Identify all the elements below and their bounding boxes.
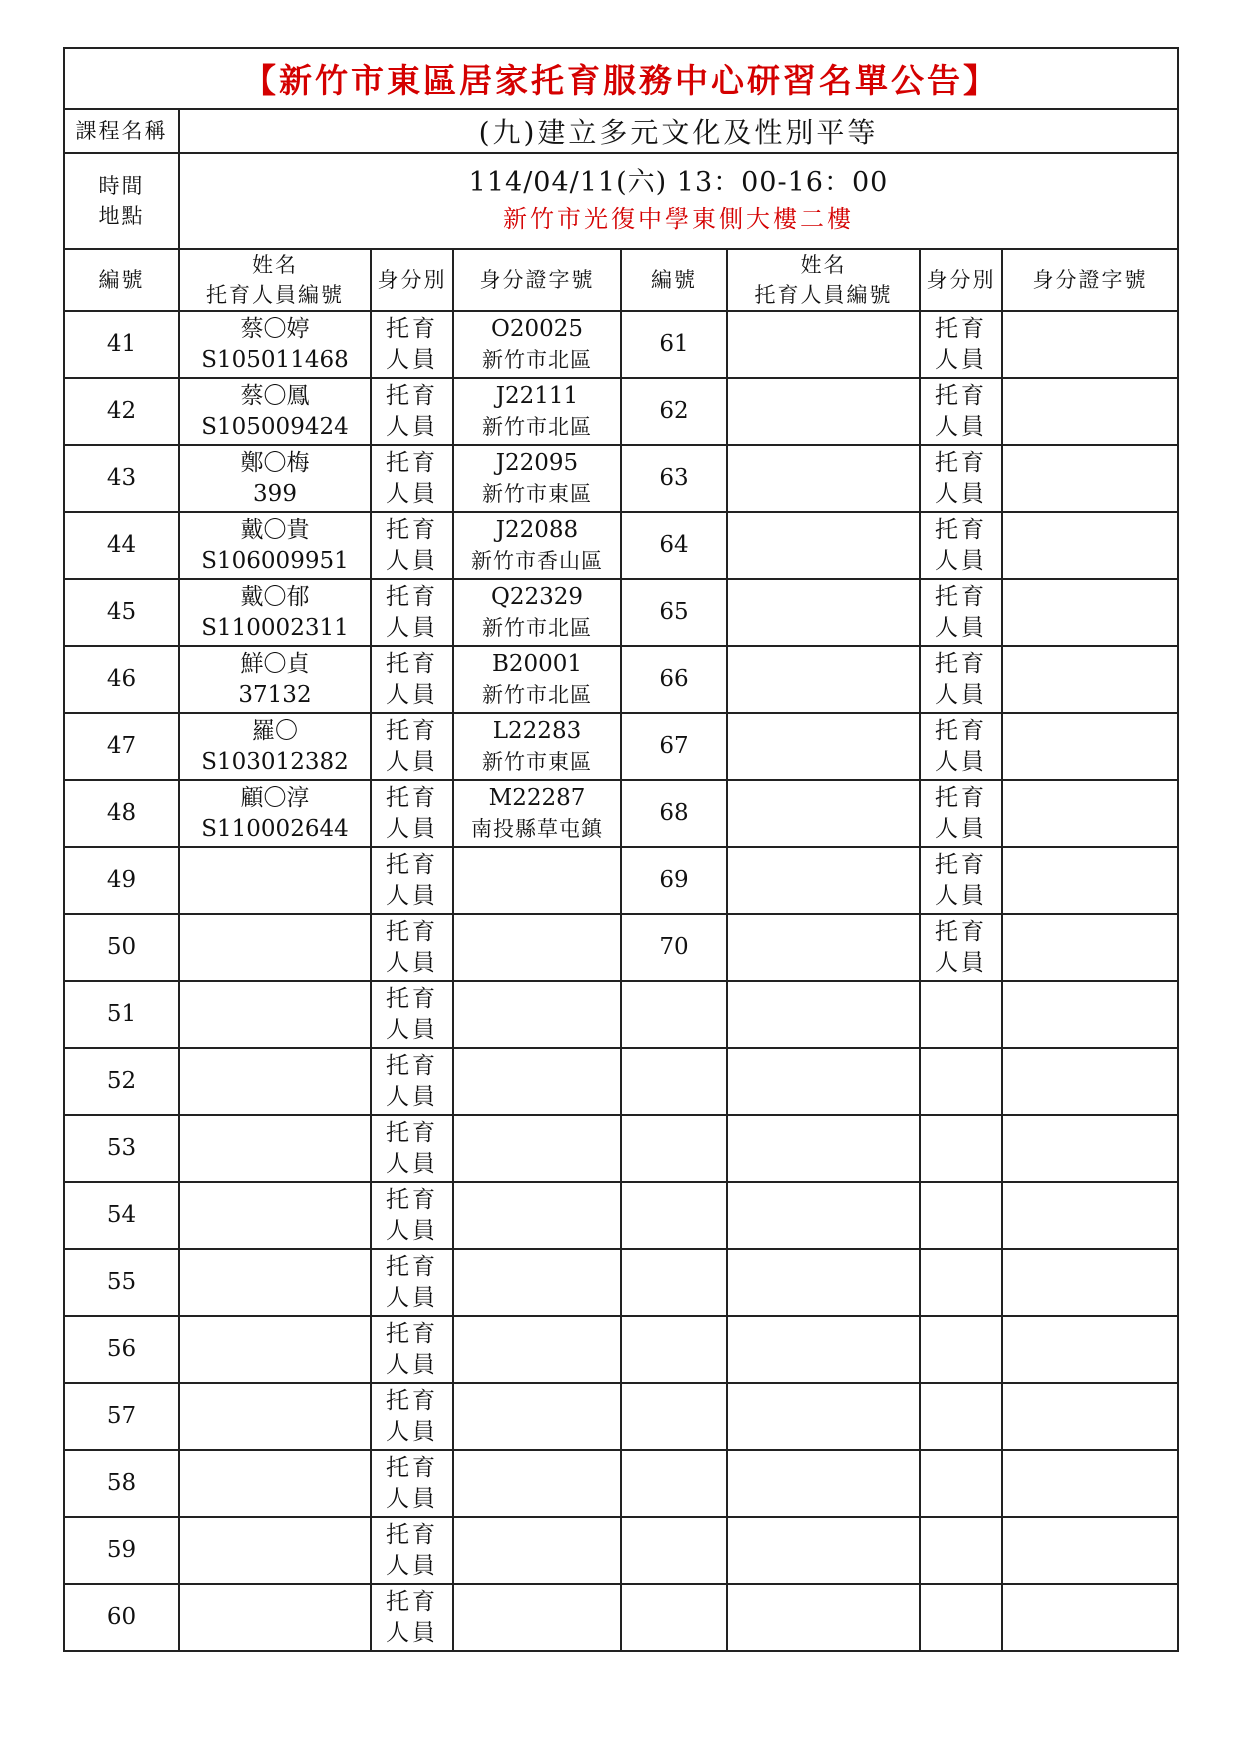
id-number-cell xyxy=(453,1115,621,1182)
identity-cell-right xyxy=(920,378,1002,445)
table-row xyxy=(64,512,1178,579)
roster-table xyxy=(63,47,1179,1652)
identity-line2-right: 人員 xyxy=(935,882,987,909)
row-number: 51 xyxy=(64,981,179,1048)
id-area: 新竹市東區 xyxy=(482,749,592,774)
time-label: 時間 xyxy=(98,174,145,198)
identity-line1-right: 托育 xyxy=(935,717,987,744)
row-number: 60 xyxy=(64,1584,179,1651)
id-number-cell-right xyxy=(1002,579,1178,646)
member-code: S110002311 xyxy=(201,614,349,641)
member-name-cell-right xyxy=(727,579,920,646)
header-name-line2: 托育人員編號 xyxy=(206,283,344,307)
identity-cell xyxy=(371,311,453,378)
member-code: S103012382 xyxy=(201,748,349,775)
identity-cell xyxy=(371,579,453,646)
table-row xyxy=(64,445,1178,512)
identity-line1: 托育 xyxy=(386,516,438,543)
identity-line2-right: 人員 xyxy=(935,413,987,440)
identity-line2: 人員 xyxy=(386,949,438,976)
header-name-right xyxy=(727,249,920,311)
id-number-cell-right xyxy=(1002,1182,1178,1249)
row-number: 44 xyxy=(64,512,179,579)
row-number: 46 xyxy=(64,646,179,713)
identity-line2-right: 人員 xyxy=(935,681,987,708)
table-row xyxy=(64,847,1178,914)
table-row xyxy=(64,981,1178,1048)
identity-cell-right xyxy=(920,780,1002,847)
identity-cell xyxy=(371,1517,453,1584)
member-code: 37132 xyxy=(238,681,312,708)
row-number: 58 xyxy=(64,1450,179,1517)
identity-line2: 人員 xyxy=(386,614,438,641)
row-number-right xyxy=(621,1249,727,1316)
row-number-right: 61 xyxy=(621,311,727,378)
id-number-cell xyxy=(453,512,621,579)
identity-cell xyxy=(371,512,453,579)
identity-line2: 人員 xyxy=(386,1016,438,1043)
identity-cell xyxy=(371,780,453,847)
identity-line2-right: 人員 xyxy=(935,547,987,574)
course-label: 課程名稱 xyxy=(64,109,179,153)
member-code: S105009424 xyxy=(201,413,349,440)
row-number: 56 xyxy=(64,1316,179,1383)
member-name-cell-right xyxy=(727,1048,920,1115)
row-number: 53 xyxy=(64,1115,179,1182)
identity-cell xyxy=(371,847,453,914)
identity-line2: 人員 xyxy=(386,1083,438,1110)
member-name-cell-right xyxy=(727,445,920,512)
member-name-cell-right xyxy=(727,1182,920,1249)
id-area: 新竹市北區 xyxy=(482,347,592,372)
id-number: O20025 xyxy=(490,315,584,342)
row-number-right: 63 xyxy=(621,445,727,512)
member-name-cell xyxy=(179,579,371,646)
identity-line2: 人員 xyxy=(386,1485,438,1512)
identity-cell xyxy=(371,1584,453,1651)
header-number-right: 編號 xyxy=(621,249,727,311)
row-number: 59 xyxy=(64,1517,179,1584)
id-number-cell xyxy=(453,1383,621,1450)
id-number-cell-right xyxy=(1002,713,1178,780)
id-number-cell-right xyxy=(1002,914,1178,981)
member-name-cell xyxy=(179,1115,371,1182)
identity-line2: 人員 xyxy=(386,480,438,507)
table-row xyxy=(64,780,1178,847)
id-number: B20001 xyxy=(491,650,583,677)
identity-line1-right: 托育 xyxy=(935,516,987,543)
identity-line1: 托育 xyxy=(386,382,438,409)
member-name-cell xyxy=(179,1450,371,1517)
member-code: S106009951 xyxy=(201,547,349,574)
identity-cell xyxy=(371,1450,453,1517)
member-name-cell-right xyxy=(727,780,920,847)
id-number-cell-right xyxy=(1002,1249,1178,1316)
member-name-cell-right xyxy=(727,512,920,579)
member-name-cell-right xyxy=(727,1584,920,1651)
member-name: 戴〇郁 xyxy=(240,583,310,610)
identity-line1-right: 托育 xyxy=(935,449,987,476)
table-row xyxy=(64,579,1178,646)
id-number: Q22329 xyxy=(490,583,584,610)
id-number-cell-right xyxy=(1002,1517,1178,1584)
id-number-cell-right xyxy=(1002,445,1178,512)
id-number-cell-right xyxy=(1002,1383,1178,1450)
identity-cell xyxy=(371,981,453,1048)
row-number-right: 68 xyxy=(621,780,727,847)
id-number-cell-right xyxy=(1002,378,1178,445)
identity-line1: 托育 xyxy=(386,1119,438,1146)
id-number-cell xyxy=(453,1584,621,1651)
member-name-cell xyxy=(179,1048,371,1115)
identity-cell xyxy=(371,646,453,713)
identity-line2: 人員 xyxy=(386,815,438,842)
row-number-right: 65 xyxy=(621,579,727,646)
member-name-cell-right xyxy=(727,847,920,914)
time-place-value xyxy=(179,153,1178,249)
header-identity-right: 身分別 xyxy=(920,249,1002,311)
id-number-cell xyxy=(453,713,621,780)
identity-cell-right xyxy=(920,445,1002,512)
identity-line1-right: 托育 xyxy=(935,315,987,342)
id-number-cell xyxy=(453,1517,621,1584)
member-name-cell xyxy=(179,847,371,914)
id-number-cell-right xyxy=(1002,1048,1178,1115)
document-title: 【新竹市東區居家托育服務中心研習名單公告】 xyxy=(64,48,1178,109)
identity-line2: 人員 xyxy=(386,1217,438,1244)
row-number: 41 xyxy=(64,311,179,378)
id-number-cell xyxy=(453,1249,621,1316)
row-number: 42 xyxy=(64,378,179,445)
row-number-right: 62 xyxy=(621,378,727,445)
member-name-cell-right xyxy=(727,311,920,378)
table-row xyxy=(64,1316,1178,1383)
identity-line2: 人員 xyxy=(386,1150,438,1177)
table-row xyxy=(64,1048,1178,1115)
id-number-cell-right xyxy=(1002,1450,1178,1517)
row-number-right xyxy=(621,1517,727,1584)
header-id-number-right: 身分證字號 xyxy=(1002,249,1178,311)
member-code: 399 xyxy=(253,480,297,507)
member-name-cell xyxy=(179,780,371,847)
id-number: J22095 xyxy=(495,449,579,476)
row-number: 55 xyxy=(64,1249,179,1316)
member-code: S110002644 xyxy=(201,815,349,842)
row-number-right xyxy=(621,1115,727,1182)
identity-line2: 人員 xyxy=(386,1619,438,1646)
table-row xyxy=(64,646,1178,713)
identity-line2: 人員 xyxy=(386,748,438,775)
header-name-line1: 姓名 xyxy=(252,253,298,277)
identity-line1: 托育 xyxy=(386,1052,438,1079)
identity-line1-right: 托育 xyxy=(935,583,987,610)
identity-line2: 人員 xyxy=(386,346,438,373)
member-name: 蔡〇鳳 xyxy=(240,382,310,409)
table-row xyxy=(64,378,1178,445)
member-name: 羅〇 xyxy=(252,717,298,744)
identity-cell-right xyxy=(920,1048,1002,1115)
row-number-right xyxy=(621,1584,727,1651)
table-row xyxy=(64,914,1178,981)
member-name-cell xyxy=(179,914,371,981)
member-name-cell-right xyxy=(727,1383,920,1450)
session-time: 114/04/11(六) 13：00-16：00 xyxy=(468,167,889,198)
identity-line1-right: 托育 xyxy=(935,784,987,811)
row-number-right: 67 xyxy=(621,713,727,780)
table-row xyxy=(64,1115,1178,1182)
identity-cell-right xyxy=(920,1182,1002,1249)
row-number: 57 xyxy=(64,1383,179,1450)
row-number: 47 xyxy=(64,713,179,780)
course-name: (九)建立多元文化及性別平等 xyxy=(179,109,1178,153)
id-number-cell xyxy=(453,311,621,378)
identity-cell-right xyxy=(920,1584,1002,1651)
header-id-number: 身分證字號 xyxy=(453,249,621,311)
member-name-cell-right xyxy=(727,378,920,445)
id-number-cell xyxy=(453,1048,621,1115)
member-name-cell xyxy=(179,646,371,713)
identity-line1: 托育 xyxy=(386,1521,438,1548)
member-name: 鄭〇梅 xyxy=(240,449,310,476)
id-number: J22111 xyxy=(495,382,579,409)
member-name-cell xyxy=(179,1249,371,1316)
member-name-cell xyxy=(179,1517,371,1584)
member-name-cell-right xyxy=(727,1450,920,1517)
identity-cell-right xyxy=(920,713,1002,780)
identity-cell-right xyxy=(920,847,1002,914)
header-name xyxy=(179,249,371,311)
identity-cell-right xyxy=(920,579,1002,646)
identity-line1: 托育 xyxy=(386,315,438,342)
row-number-right: 69 xyxy=(621,847,727,914)
header-name-line1-right: 姓名 xyxy=(800,253,847,277)
time-place-label xyxy=(64,153,179,249)
identity-line1: 托育 xyxy=(386,449,438,476)
id-number-cell-right xyxy=(1002,981,1178,1048)
row-number: 52 xyxy=(64,1048,179,1115)
identity-line2: 人員 xyxy=(386,882,438,909)
identity-line1: 托育 xyxy=(386,851,438,878)
identity-cell-right xyxy=(920,1249,1002,1316)
id-number-cell-right xyxy=(1002,847,1178,914)
identity-line1: 托育 xyxy=(386,583,438,610)
identity-cell-right xyxy=(920,1450,1002,1517)
row-number-right xyxy=(621,1182,727,1249)
member-name-cell xyxy=(179,378,371,445)
identity-line1-right: 托育 xyxy=(935,851,987,878)
column-header-row xyxy=(64,249,1178,311)
row-number: 49 xyxy=(64,847,179,914)
identity-cell-right xyxy=(920,914,1002,981)
id-area: 新竹市香山區 xyxy=(471,548,603,573)
identity-line2-right: 人員 xyxy=(935,480,987,507)
member-name-cell xyxy=(179,445,371,512)
id-area: 新竹市北區 xyxy=(482,615,592,640)
identity-line2-right: 人員 xyxy=(935,815,987,842)
table-row xyxy=(64,1182,1178,1249)
identity-line2-right: 人員 xyxy=(935,614,987,641)
member-name-cell-right xyxy=(727,1316,920,1383)
id-area: 新竹市北區 xyxy=(482,682,592,707)
id-number-cell-right xyxy=(1002,780,1178,847)
identity-line2: 人員 xyxy=(386,681,438,708)
table-row xyxy=(64,1450,1178,1517)
row-number: 43 xyxy=(64,445,179,512)
member-name: 蔡〇婷 xyxy=(240,315,310,342)
id-number-cell xyxy=(453,780,621,847)
identity-cell xyxy=(371,1048,453,1115)
member-name: 戴〇貴 xyxy=(240,516,310,543)
session-place: 新竹市光復中學東側大樓二樓 xyxy=(503,205,854,233)
identity-cell-right xyxy=(920,1517,1002,1584)
identity-line1-right: 托育 xyxy=(935,650,987,677)
id-number-cell xyxy=(453,646,621,713)
member-name-cell-right xyxy=(727,1249,920,1316)
identity-cell-right xyxy=(920,981,1002,1048)
id-number: J22088 xyxy=(495,516,579,543)
member-name-cell-right xyxy=(727,1115,920,1182)
id-number-cell-right xyxy=(1002,1316,1178,1383)
member-name-cell xyxy=(179,1316,371,1383)
member-name-cell-right xyxy=(727,981,920,1048)
table-row xyxy=(64,1584,1178,1651)
header-number: 編號 xyxy=(64,249,179,311)
row-number-right xyxy=(621,981,727,1048)
id-number-cell-right xyxy=(1002,311,1178,378)
member-name-cell-right xyxy=(727,914,920,981)
member-name-cell xyxy=(179,1383,371,1450)
table-row xyxy=(64,1249,1178,1316)
id-number-cell xyxy=(453,579,621,646)
id-number: M22287 xyxy=(488,784,586,811)
id-number-cell xyxy=(453,847,621,914)
member-name-cell xyxy=(179,311,371,378)
identity-cell-right xyxy=(920,646,1002,713)
member-name-cell-right xyxy=(727,1517,920,1584)
identity-line1: 托育 xyxy=(386,1253,438,1280)
row-number-right: 64 xyxy=(621,512,727,579)
id-number-cell xyxy=(453,981,621,1048)
id-number-cell-right xyxy=(1002,1115,1178,1182)
identity-cell-right xyxy=(920,311,1002,378)
member-name-cell xyxy=(179,713,371,780)
identity-cell xyxy=(371,1316,453,1383)
identity-line1: 托育 xyxy=(386,1320,438,1347)
member-code: S105011468 xyxy=(201,346,349,373)
header-identity: 身分別 xyxy=(371,249,453,311)
identity-line1: 托育 xyxy=(386,1454,438,1481)
member-name: 鮮〇貞 xyxy=(240,650,310,677)
row-number: 48 xyxy=(64,780,179,847)
identity-cell-right xyxy=(920,512,1002,579)
identity-cell xyxy=(371,1182,453,1249)
id-area: 新竹市東區 xyxy=(482,481,592,506)
table-row xyxy=(64,1383,1178,1450)
row-number-right xyxy=(621,1383,727,1450)
identity-cell xyxy=(371,445,453,512)
table-row xyxy=(64,713,1178,780)
identity-line2: 人員 xyxy=(386,1351,438,1378)
id-number-cell xyxy=(453,1182,621,1249)
id-number-cell xyxy=(453,914,621,981)
identity-cell-right xyxy=(920,1316,1002,1383)
row-number-right xyxy=(621,1316,727,1383)
table-row xyxy=(64,1517,1178,1584)
identity-line1: 托育 xyxy=(386,784,438,811)
identity-line1: 托育 xyxy=(386,1387,438,1414)
identity-line2: 人員 xyxy=(386,413,438,440)
identity-line1: 托育 xyxy=(386,918,438,945)
row-number: 45 xyxy=(64,579,179,646)
identity-cell xyxy=(371,713,453,780)
id-number-cell xyxy=(453,445,621,512)
member-name-cell xyxy=(179,512,371,579)
id-number-cell-right xyxy=(1002,1584,1178,1651)
row-number: 54 xyxy=(64,1182,179,1249)
identity-line2-right: 人員 xyxy=(935,949,987,976)
row-number-right: 70 xyxy=(621,914,727,981)
place-label: 地點 xyxy=(98,204,145,228)
row-number-right: 66 xyxy=(621,646,727,713)
row-number-right xyxy=(621,1450,727,1517)
member-name-cell-right xyxy=(727,646,920,713)
id-number-cell xyxy=(453,1450,621,1517)
identity-cell-right xyxy=(920,1115,1002,1182)
identity-line2: 人員 xyxy=(386,547,438,574)
identity-cell-right xyxy=(920,1383,1002,1450)
id-number-cell-right xyxy=(1002,646,1178,713)
member-name-cell xyxy=(179,981,371,1048)
member-name-cell xyxy=(179,1182,371,1249)
member-name-cell xyxy=(179,1584,371,1651)
identity-cell xyxy=(371,914,453,981)
identity-line1: 托育 xyxy=(386,650,438,677)
identity-line1: 托育 xyxy=(386,985,438,1012)
id-area: 新竹市北區 xyxy=(482,414,592,439)
identity-line1: 托育 xyxy=(386,1186,438,1213)
identity-line1-right: 托育 xyxy=(935,382,987,409)
identity-cell xyxy=(371,378,453,445)
table-row xyxy=(64,311,1178,378)
member-name: 顧〇淳 xyxy=(240,784,310,811)
identity-cell xyxy=(371,1383,453,1450)
identity-line1-right: 托育 xyxy=(935,918,987,945)
id-number-cell-right xyxy=(1002,512,1178,579)
id-number: L22283 xyxy=(492,717,582,744)
id-number-cell xyxy=(453,1316,621,1383)
row-number: 50 xyxy=(64,914,179,981)
id-number-cell xyxy=(453,378,621,445)
header-name-line2-right: 托育人員編號 xyxy=(754,283,893,307)
identity-line2-right: 人員 xyxy=(935,748,987,775)
id-area: 南投縣草屯鎮 xyxy=(471,816,603,841)
identity-line2: 人員 xyxy=(386,1284,438,1311)
identity-cell xyxy=(371,1249,453,1316)
identity-line2-right: 人員 xyxy=(935,346,987,373)
identity-line2: 人員 xyxy=(386,1552,438,1579)
identity-line1: 托育 xyxy=(386,717,438,744)
identity-line2: 人員 xyxy=(386,1418,438,1445)
identity-cell xyxy=(371,1115,453,1182)
member-name-cell-right xyxy=(727,713,920,780)
identity-line1: 托育 xyxy=(386,1588,438,1615)
row-number-right xyxy=(621,1048,727,1115)
